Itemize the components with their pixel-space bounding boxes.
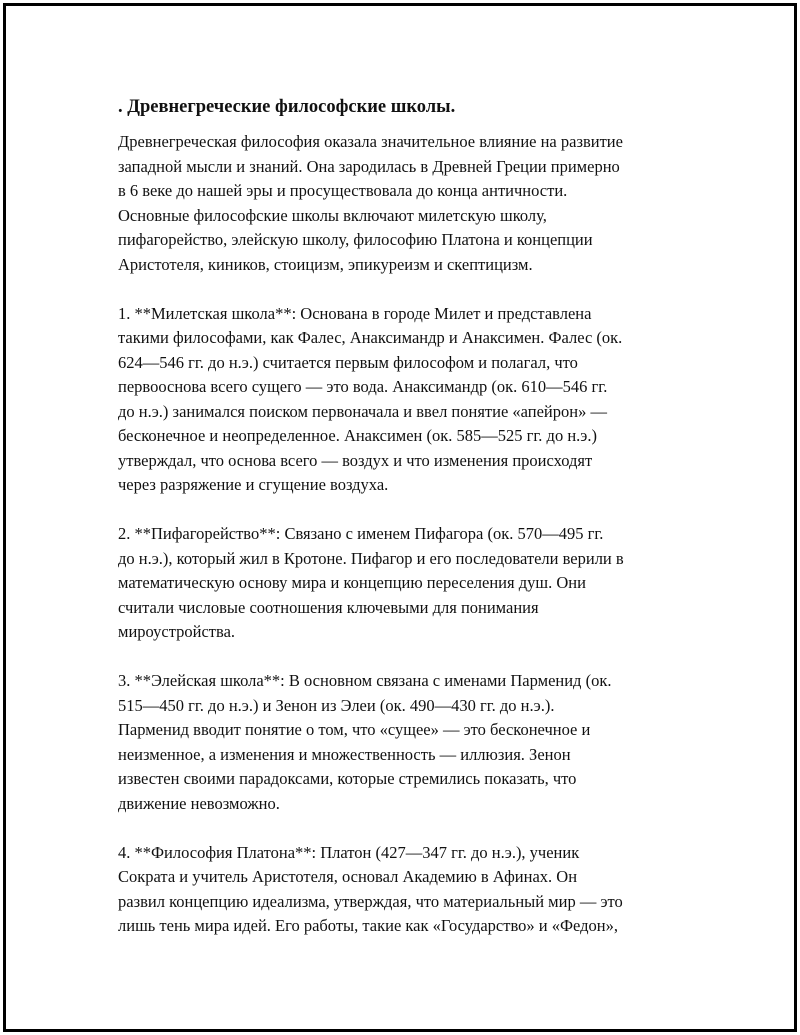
- text-line: развил концепцию идеализма, утверждая, что материальный мир — это: [118, 891, 623, 911]
- text-line: 4. **Философия Платона**: Платон (427—347 гг. до н.э.), ученик: [118, 842, 580, 862]
- text-line: 515—450 гг. до н.э.) и Зенон из Элеи (ок. 490—430 гг. до н.э.).: [118, 695, 555, 715]
- text-line: пифагорейство, элейскую школу, философию Платона и концепции: [118, 230, 593, 249]
- text-line: мироустройства.: [118, 622, 236, 641]
- text-line: утверждал, что основа всего — воздух и что изменения происходят: [118, 450, 593, 470]
- document-title: . Древнегреческие философские школы.: [118, 97, 456, 117]
- text-line: 1. **Милетская школа**: Основана в городе Милет и представлена: [118, 303, 592, 323]
- text-line: 2. **Пифагорейство**: Связано с именем Пифагора (ок. 570—495 гг.: [118, 524, 604, 543]
- text-line: через разряжение и сгущение воздуха.: [118, 475, 389, 494]
- text-line: в 6 веке до нашей эры и просуществовала до конца античности.: [118, 181, 568, 200]
- text-line: Сократа и учитель Аристотеля, основал Академию в Афинах. Он: [118, 867, 578, 886]
- text-line: до н.э.), который жил в Кротоне. Пифагор и его последователи верили в: [118, 548, 624, 568]
- text-line: такими философами, как Фалес, Анаксимандр и Анаксимен. Фалес (ок.: [118, 328, 623, 347]
- text-line: Древнегреческая философия оказала значительное влияние на развитие: [118, 132, 623, 151]
- text-line: Аристотеля, киников, стоицизм, эпикуреизм и скептицизм.: [118, 254, 533, 274]
- document-body: [118, 92, 698, 939]
- text-line: 3. **Элейская школа**: В основном связана с именами Парменид (ок.: [118, 671, 612, 690]
- eleatic-school-paragraph: [118, 669, 698, 816]
- text-line: западной мысли и знаний. Она зародилась в Древней Греции примерно: [118, 156, 620, 176]
- intro-paragraph: [118, 130, 698, 277]
- milesian-school-paragraph: [118, 302, 698, 498]
- text-line: бесконечное и неопределенное. Анаксимен (ок. 585—525 гг. до н.э.): [118, 426, 597, 445]
- text-line: движение невозможно.: [118, 793, 280, 813]
- text-line: Основные философские школы включают милетскую школу,: [118, 205, 547, 225]
- text-line: лишь тень мира идей. Его работы, такие как «Государство» и «Федон»,: [118, 916, 618, 935]
- text-line: считали числовые соотношения ключевыми для понимания: [118, 597, 539, 617]
- text-line: математическую основу мира и концепцию переселения душ. Они: [118, 573, 586, 592]
- pythagoreanism-paragraph: [118, 522, 698, 645]
- text-line: 624—546 гг. до н.э.) считается первым философом и полагал, что: [118, 352, 578, 372]
- text-line: известен своими парадоксами, которые стремились показать, что: [118, 769, 577, 788]
- text-line: до н.э.) занимался поиском первоначала и ввел понятие «апейрон» —: [118, 401, 607, 421]
- plato-philosophy-paragraph: [118, 841, 698, 939]
- text-line: Парменид вводит понятие о том, что «сущее» — это бесконечное и: [118, 720, 591, 739]
- text-line: первооснова всего сущего — это вода. Анаксимандр (ок. 610—546 гг.: [118, 377, 608, 396]
- text-line: неизменное, а изменения и множественность — иллюзия. Зенон: [118, 744, 571, 764]
